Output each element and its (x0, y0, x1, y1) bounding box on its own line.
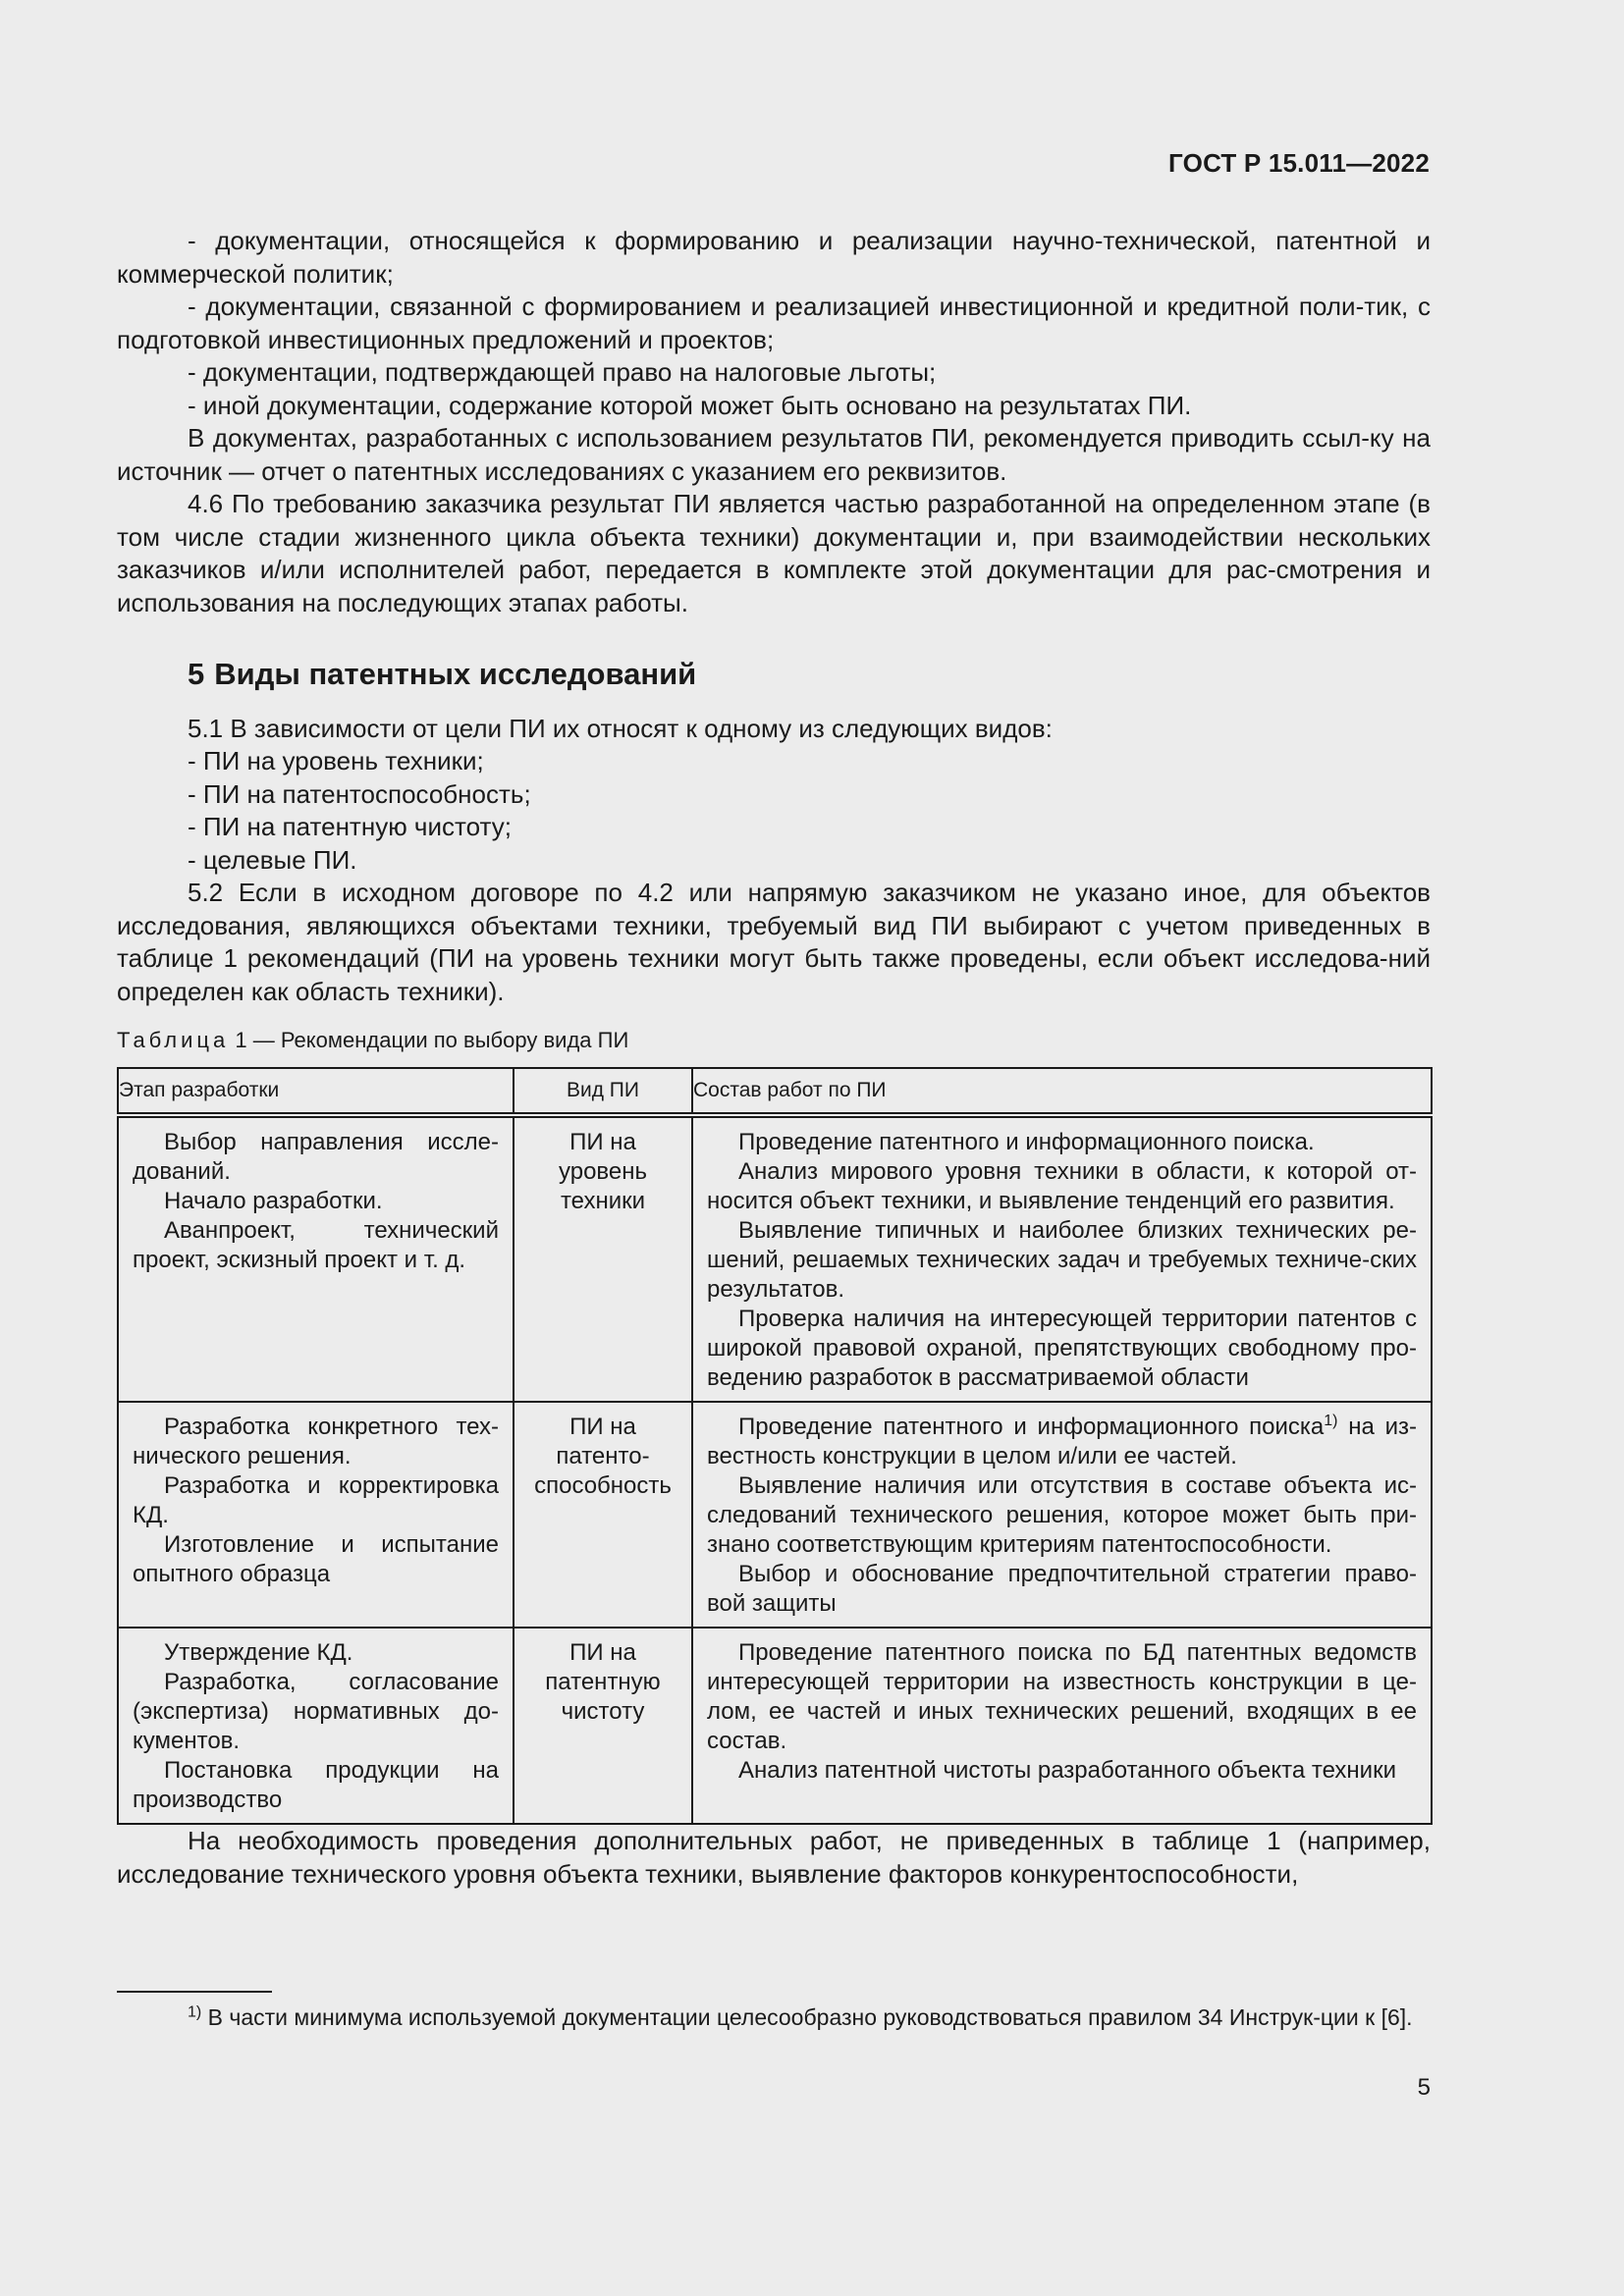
kind-cell (514, 1115, 692, 1402)
table-row (118, 1628, 1432, 1824)
list-item: - целевые ПИ. (188, 844, 357, 875)
paragraph: - иной документации, содержание которой может быть основано на результатах ПИ. (188, 390, 1192, 420)
works-cell (692, 1115, 1432, 1402)
column-header-kind: Вид ПИ (514, 1068, 692, 1115)
table-caption-word: Таблица (117, 1028, 230, 1052)
cell-line: Проверка наличия на интересующей территории патентов с широкой правовой охраной, препятствующих свободному про-ведению разработок в рассматриваемой области (707, 1306, 1417, 1391)
paragraph: 5.1 В зависимости от цели ПИ их относят к одному из следующих видов: (188, 713, 1053, 743)
paragraph: На необходимость проведения дополнительных работ, не приведенных в таблице 1 (например, исследование технического уровня объекта техники, выявление факторов конкурентоспособности, (117, 1826, 1431, 1889)
footnote-text (117, 2002, 1431, 2033)
cell-line: ПИ на (569, 1639, 636, 1666)
standard-code: ГОСТ Р 15.011—2022 (1168, 148, 1430, 178)
footnote-marker: 1) (188, 2003, 202, 2021)
paragraph: 4.6 По требованию заказчика результат ПИ является частью разработанной на определенном этапе (в том числе стадии жизненного цикла объекта техники) документации и, при взаимодействии нескольких заказчиков и/или исполнителей работ, передается в комплекте этой документации для рас-смотрения и использования на последующих этапах работы. (117, 489, 1431, 617)
cell-line: патентную (545, 1669, 661, 1695)
cell-line: Выбор направления иссле-дований. (133, 1129, 499, 1185)
paragraph: - документации, подтверждающей право на налоговые льготы; (188, 357, 937, 387)
list-item: - ПИ на уровень техники; (188, 746, 484, 775)
works-cell (692, 1628, 1432, 1824)
column-header-stage: Этап разработки (118, 1068, 514, 1115)
stage-cell (118, 1628, 514, 1824)
cell-line: Начало разработки. (164, 1188, 383, 1214)
section-number: 5 (188, 657, 205, 691)
footnote-divider (117, 1991, 272, 1993)
table-caption-text: 1 — Рекомендации по выбору вида ПИ (235, 1028, 629, 1052)
cell-line: Постановка продукции на производство (133, 1757, 499, 1813)
cell-line: чистоту (561, 1698, 645, 1725)
column-header-works: Состав работ по ПИ (692, 1068, 1432, 1115)
list-item: - ПИ на патентоспособность; (188, 778, 531, 809)
cell-line: Изготовление и испытание опытного образца (133, 1531, 499, 1587)
paragraph: - документации, относящейся к формированию и реализации научно-технической, патентной и коммерческой политик; (117, 226, 1431, 289)
recommendations-table (117, 1067, 1433, 1825)
cell-text: Проведение патентного и информационного поиска (738, 1414, 1325, 1440)
cell-line: Анализ патентной чистоты разработанного объекта техники (738, 1757, 1396, 1784)
cell-line: Анализ мирового уровня техники в области, к которой от-носится объект техники, и выявление тенденций его развития. (707, 1158, 1417, 1214)
cell-line: техники (560, 1188, 646, 1214)
list-item: - ПИ на патентную чистоту; (188, 812, 512, 841)
cell-text: на из-вестность конструкции в целом и/или ее частей. (707, 1414, 1417, 1469)
kind-cell (514, 1628, 692, 1824)
cell-line: Выявление наличия или отсутствия в составе объекта ис-следований технического решения, которое может быть при-знано соответствующим критериям патентоспособности. (707, 1472, 1417, 1558)
cell-line: ПИ на (569, 1414, 636, 1440)
section-heading (188, 658, 1431, 691)
table-header-row (118, 1068, 1432, 1115)
paragraph: В документах, разработанных с использованием результатов ПИ, рекомендуется приводить ссыл-ку на источник — отчет о патентных исследованиях с указанием его реквизитов. (117, 423, 1431, 486)
table-caption (117, 1026, 1431, 1055)
cell-line: Проведение патентного поиска по БД патентных ведомств интересующей территории на известность конструкции в це-лом, ее частей и иных технических решений, входящих в ее состав. (707, 1639, 1417, 1754)
footnote-body: В части минимума используемой документации целесообразно руководствоваться правилом 34 Инструк-ции к [6]. (201, 2004, 1413, 2030)
cell-line: уровень (558, 1158, 647, 1185)
cell-line: патенто- (556, 1443, 650, 1469)
footnote (117, 2002, 1431, 2033)
stage-cell (118, 1115, 514, 1402)
footnote-ref: 1) (1324, 1413, 1338, 1429)
cell-line: Выявление типичных и наиболее близких технических ре-шений, решаемых технических задач и требуемых техниче-ских результатов. (707, 1217, 1417, 1303)
paragraph: - документации, связанной с формированием и реализацией инвестиционной и кредитной поли-тик, с подготовкой инвестиционных предложений и проектов; (117, 292, 1431, 354)
cell-line: ПИ на (569, 1129, 636, 1155)
cell-line: Аванпроект, технический проект, эскизный проект и т. д. (133, 1217, 499, 1273)
cell-line: Утверждение КД. (164, 1639, 353, 1666)
section-title-text: Виды патентных исследований (214, 657, 697, 691)
cell-line: Разработка, согласование (экспертиза) нормативных до-кументов. (133, 1669, 499, 1754)
cell-line: Разработка и корректировка КД. (133, 1472, 499, 1528)
cell-line (707, 1413, 1417, 1471)
main-text (117, 225, 1431, 1891)
paragraph: 5.2 Если в исходном договоре по 4.2 или напрямую заказчиком не указано иное, для объектов исследования, являющихся объектами техники, требуемый вид ПИ выбирают с учетом приведенных в таблице 1 рекомендаций (ПИ на уровень техники могут быть также проведены, если объект исследова-ний определен как область техники). (117, 878, 1431, 1006)
cell-line: Выбор и обоснование предпочтительной стратегии право-вой защиты (707, 1561, 1417, 1617)
kind-cell (514, 1402, 692, 1628)
table-row (118, 1115, 1432, 1402)
table-row (118, 1402, 1432, 1628)
page-number: 5 (1417, 2074, 1431, 2101)
stage-cell (118, 1402, 514, 1628)
works-cell (692, 1402, 1432, 1628)
cell-line: Проведение патентного и информационного поиска. (738, 1129, 1315, 1155)
cell-line: Разработка конкретного тех-нического решения. (133, 1414, 499, 1469)
cell-line: способность (534, 1472, 672, 1499)
